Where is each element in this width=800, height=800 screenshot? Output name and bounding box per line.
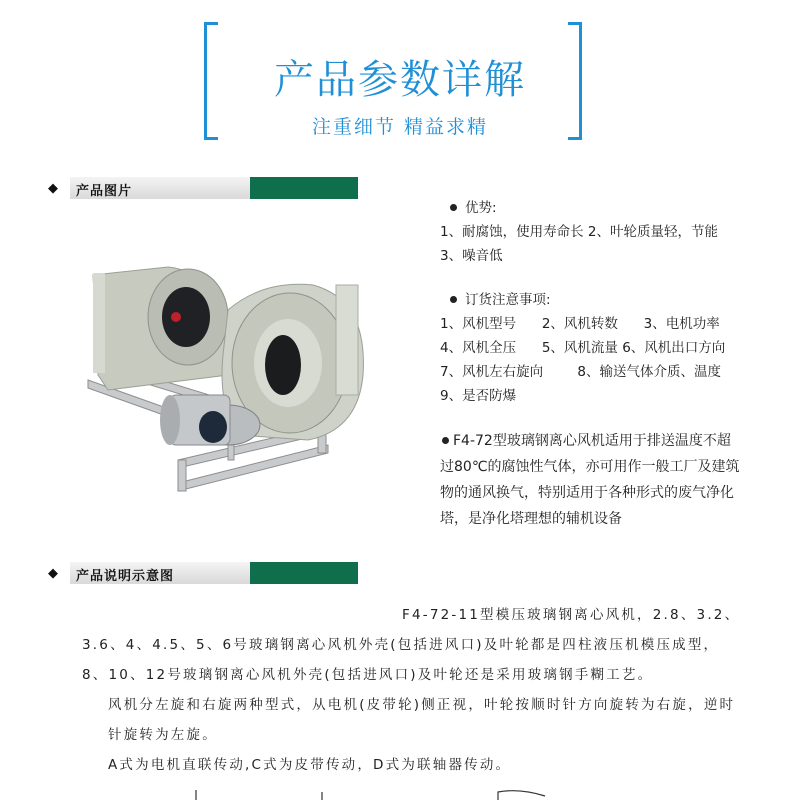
section-bar-green — [250, 177, 358, 199]
section-label: 产品说明示意图 — [76, 569, 175, 584]
section-bar-product-photo — [40, 177, 358, 199]
product-description — [82, 600, 742, 780]
bullet-dot-icon — [450, 296, 457, 303]
advantages-heading: 优势: — [440, 196, 770, 220]
specs-column — [440, 196, 770, 532]
product-photo — [78, 255, 378, 500]
paragraph-drive: A式为电机直联传动,C式为皮带传动，D式为联轴器传动。 — [108, 757, 512, 773]
section-bar-green — [250, 562, 358, 584]
paragraph-model-rest: 3.2、3.6、4、4.5、5、6号玻璃钢离心风机外壳(包括进风口)及叶轮都是四柱液压机模压成型，8、10、12号玻璃钢离心风机外壳(包括进风口)及叶轮还是采用玻璃钢手糊工艺。 — [82, 607, 741, 683]
paragraph-model — [82, 600, 742, 690]
page-title: 产品参数详解 — [274, 57, 526, 103]
bullet-dot-icon — [442, 437, 449, 444]
order-note-line: 7、风机左右旋向 8、输送气体介质、温度 — [440, 364, 722, 380]
paragraph-rotation: 风机分左旋和右旋两种型式，从电机(皮带轮)侧正视，叶轮按顺时针方向旋转为右旋，逆时针旋转为左旋。 — [108, 697, 736, 743]
order-note-line: 1、风机型号 2、风机转数 3、电机功率 — [440, 316, 720, 332]
section-label: 产品图片 — [76, 184, 133, 199]
order-note-line: 9、是否防爆 — [440, 388, 517, 404]
description-line: 过80℃的腐蚀性气体，亦可用作一般工厂及建筑 — [440, 459, 740, 475]
bullet-dot-icon — [450, 204, 457, 211]
advantage-line: 1、耐腐蚀，使用寿命长 2、叶轮质量轻，节能 — [440, 224, 718, 240]
diagram-cutoff-fragment — [0, 786, 800, 800]
rear-fan — [93, 267, 228, 390]
advantage-line: 3、噪音低 — [440, 248, 503, 264]
description-line: 物的通风换气，特别适用于各种形式的废气净化 — [440, 485, 734, 501]
section-bar-diagram — [40, 562, 358, 584]
description-line: 塔，是净化塔理想的辅机设备 — [440, 511, 622, 527]
page-subtitle: 注重细节 精益求精 — [311, 116, 489, 138]
order-notes-heading: 订货注意事项: — [440, 288, 770, 312]
diamond-bullet-icon: ◆ — [48, 566, 58, 581]
description-line: F4-72型玻璃钢离心风机适用于排送温度不超 — [440, 428, 770, 454]
order-note-line: 4、风机全压 5、风机流量 6、风机出口方向 — [440, 340, 726, 356]
paragraph-model-first: F4-72-11型模压玻璃钢离心风机，2.8、 — [402, 607, 697, 623]
diamond-bullet-icon: ◆ — [48, 181, 58, 196]
